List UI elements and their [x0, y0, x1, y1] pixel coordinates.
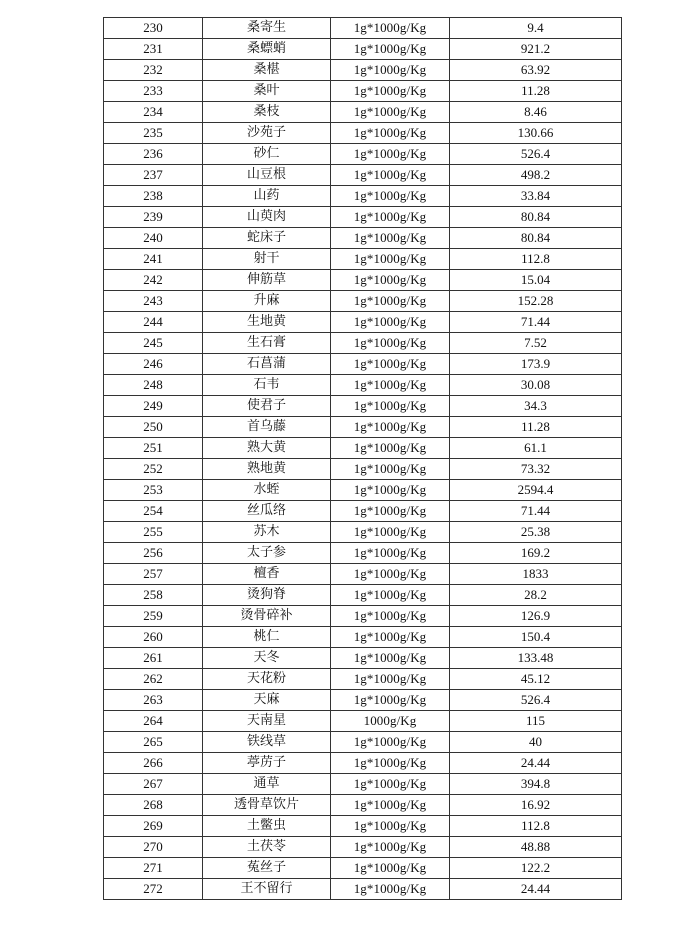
price-cell: 80.84 — [450, 207, 622, 228]
herb-name-cell: 葶苈子 — [203, 753, 331, 774]
row-number-cell: 270 — [104, 837, 203, 858]
price-cell: 45.12 — [450, 669, 622, 690]
herb-name-cell: 升麻 — [203, 291, 331, 312]
table-row — [104, 417, 622, 438]
herb-name-cell: 透骨草饮片 — [203, 795, 331, 816]
herb-name-cell: 烫骨碎补 — [203, 606, 331, 627]
row-number-cell: 240 — [104, 228, 203, 249]
row-number-cell: 242 — [104, 270, 203, 291]
spec-cell: 1g*1000g/Kg — [331, 228, 450, 249]
spec-cell: 1g*1000g/Kg — [331, 669, 450, 690]
herb-name-cell: 菟丝子 — [203, 858, 331, 879]
herb-name-cell: 首乌藤 — [203, 417, 331, 438]
spec-cell: 1g*1000g/Kg — [331, 102, 450, 123]
spec-cell: 1g*1000g/Kg — [331, 60, 450, 81]
spec-cell: 1g*1000g/Kg — [331, 81, 450, 102]
spec-cell: 1g*1000g/Kg — [331, 564, 450, 585]
table-row — [104, 480, 622, 501]
table-row — [104, 249, 622, 270]
price-cell: 11.28 — [450, 417, 622, 438]
row-number-cell: 246 — [104, 354, 203, 375]
herb-name-cell: 檀香 — [203, 564, 331, 585]
row-number-cell: 266 — [104, 753, 203, 774]
table-row — [104, 123, 622, 144]
row-number-cell: 237 — [104, 165, 203, 186]
spec-cell: 1g*1000g/Kg — [331, 690, 450, 711]
herb-name-cell: 石菖蒲 — [203, 354, 331, 375]
row-number-cell: 267 — [104, 774, 203, 795]
spec-cell: 1g*1000g/Kg — [331, 543, 450, 564]
table-row — [104, 270, 622, 291]
table-row — [104, 837, 622, 858]
spec-cell: 1g*1000g/Kg — [331, 417, 450, 438]
table-row — [104, 207, 622, 228]
row-number-cell: 230 — [104, 18, 203, 39]
spec-cell: 1000g/Kg — [331, 711, 450, 732]
price-cell: 8.46 — [450, 102, 622, 123]
herb-name-cell: 天花粉 — [203, 669, 331, 690]
row-number-cell: 264 — [104, 711, 203, 732]
spec-cell: 1g*1000g/Kg — [331, 837, 450, 858]
price-cell: 921.2 — [450, 39, 622, 60]
price-cell: 11.28 — [450, 81, 622, 102]
herb-name-cell: 山萸肉 — [203, 207, 331, 228]
price-cell: 112.8 — [450, 249, 622, 270]
price-cell: 25.38 — [450, 522, 622, 543]
spec-cell: 1g*1000g/Kg — [331, 39, 450, 60]
spec-cell: 1g*1000g/Kg — [331, 606, 450, 627]
table-row — [104, 711, 622, 732]
row-number-cell: 260 — [104, 627, 203, 648]
table-row — [104, 858, 622, 879]
table-row — [104, 312, 622, 333]
herb-name-cell: 山药 — [203, 186, 331, 207]
herb-name-cell: 水蛭 — [203, 480, 331, 501]
row-number-cell: 261 — [104, 648, 203, 669]
spec-cell: 1g*1000g/Kg — [331, 585, 450, 606]
spec-cell: 1g*1000g/Kg — [331, 396, 450, 417]
table-row — [104, 732, 622, 753]
row-number-cell: 255 — [104, 522, 203, 543]
spec-cell: 1g*1000g/Kg — [331, 438, 450, 459]
row-number-cell: 239 — [104, 207, 203, 228]
table-row — [104, 459, 622, 480]
row-number-cell: 268 — [104, 795, 203, 816]
herb-name-cell: 射干 — [203, 249, 331, 270]
table-row — [104, 648, 622, 669]
table-row — [104, 438, 622, 459]
spec-cell: 1g*1000g/Kg — [331, 207, 450, 228]
table-row — [104, 18, 622, 39]
row-number-cell: 232 — [104, 60, 203, 81]
table-row — [104, 354, 622, 375]
price-cell: 9.4 — [450, 18, 622, 39]
price-cell: 34.3 — [450, 396, 622, 417]
price-cell: 16.92 — [450, 795, 622, 816]
herb-name-cell: 太子参 — [203, 543, 331, 564]
row-number-cell: 244 — [104, 312, 203, 333]
table-row — [104, 585, 622, 606]
price-cell: 394.8 — [450, 774, 622, 795]
table-row — [104, 522, 622, 543]
spec-cell: 1g*1000g/Kg — [331, 459, 450, 480]
price-cell: 15.04 — [450, 270, 622, 291]
herb-name-cell: 山豆根 — [203, 165, 331, 186]
spec-cell: 1g*1000g/Kg — [331, 123, 450, 144]
price-cell: 498.2 — [450, 165, 622, 186]
spec-cell: 1g*1000g/Kg — [331, 375, 450, 396]
herb-name-cell: 天冬 — [203, 648, 331, 669]
spec-cell: 1g*1000g/Kg — [331, 312, 450, 333]
row-number-cell: 231 — [104, 39, 203, 60]
spec-cell: 1g*1000g/Kg — [331, 480, 450, 501]
price-cell: 30.08 — [450, 375, 622, 396]
row-number-cell: 263 — [104, 690, 203, 711]
spec-cell: 1g*1000g/Kg — [331, 333, 450, 354]
table-row — [104, 606, 622, 627]
herb-name-cell: 土茯苓 — [203, 837, 331, 858]
row-number-cell: 269 — [104, 816, 203, 837]
spec-cell: 1g*1000g/Kg — [331, 291, 450, 312]
spec-cell: 1g*1000g/Kg — [331, 165, 450, 186]
row-number-cell: 250 — [104, 417, 203, 438]
price-cell: 73.32 — [450, 459, 622, 480]
row-number-cell: 258 — [104, 585, 203, 606]
table-row — [104, 81, 622, 102]
table-row — [104, 39, 622, 60]
herb-name-cell: 王不留行 — [203, 879, 331, 900]
herb-name-cell: 蛇床子 — [203, 228, 331, 249]
table-row — [104, 795, 622, 816]
spec-cell: 1g*1000g/Kg — [331, 879, 450, 900]
herb-name-cell: 苏木 — [203, 522, 331, 543]
table-row — [104, 690, 622, 711]
price-cell: 126.9 — [450, 606, 622, 627]
row-number-cell: 248 — [104, 375, 203, 396]
herb-name-cell: 沙苑子 — [203, 123, 331, 144]
row-number-cell: 234 — [104, 102, 203, 123]
price-cell: 526.4 — [450, 144, 622, 165]
table-row — [104, 396, 622, 417]
table-row — [104, 60, 622, 81]
row-number-cell: 272 — [104, 879, 203, 900]
price-cell: 169.2 — [450, 543, 622, 564]
price-cell: 33.84 — [450, 186, 622, 207]
herb-name-cell: 熟地黄 — [203, 459, 331, 480]
herb-name-cell: 铁线草 — [203, 732, 331, 753]
spec-cell: 1g*1000g/Kg — [331, 186, 450, 207]
herb-name-cell: 土鳖虫 — [203, 816, 331, 837]
price-cell: 24.44 — [450, 879, 622, 900]
table-row — [104, 501, 622, 522]
price-cell: 133.48 — [450, 648, 622, 669]
spec-cell: 1g*1000g/Kg — [331, 732, 450, 753]
row-number-cell: 256 — [104, 543, 203, 564]
table-row — [104, 669, 622, 690]
spec-cell: 1g*1000g/Kg — [331, 354, 450, 375]
spec-cell: 1g*1000g/Kg — [331, 522, 450, 543]
table-row — [104, 102, 622, 123]
price-cell: 150.4 — [450, 627, 622, 648]
price-cell: 526.4 — [450, 690, 622, 711]
row-number-cell: 252 — [104, 459, 203, 480]
price-cell: 71.44 — [450, 501, 622, 522]
spec-cell: 1g*1000g/Kg — [331, 627, 450, 648]
table-row — [104, 165, 622, 186]
herb-name-cell: 桑寄生 — [203, 18, 331, 39]
herb-name-cell: 生地黄 — [203, 312, 331, 333]
table-row — [104, 627, 622, 648]
price-cell: 1833 — [450, 564, 622, 585]
herb-name-cell: 通草 — [203, 774, 331, 795]
spec-cell: 1g*1000g/Kg — [331, 18, 450, 39]
price-cell: 40 — [450, 732, 622, 753]
herb-name-cell: 丝瓜络 — [203, 501, 331, 522]
price-cell: 28.2 — [450, 585, 622, 606]
price-cell: 112.8 — [450, 816, 622, 837]
row-number-cell: 265 — [104, 732, 203, 753]
row-number-cell: 245 — [104, 333, 203, 354]
price-cell: 173.9 — [450, 354, 622, 375]
price-cell: 61.1 — [450, 438, 622, 459]
price-cell: 71.44 — [450, 312, 622, 333]
table-row — [104, 291, 622, 312]
table-row — [104, 816, 622, 837]
table-row — [104, 753, 622, 774]
table-row — [104, 375, 622, 396]
row-number-cell: 254 — [104, 501, 203, 522]
row-number-cell: 233 — [104, 81, 203, 102]
row-number-cell: 259 — [104, 606, 203, 627]
table-row — [104, 228, 622, 249]
price-cell: 122.2 — [450, 858, 622, 879]
herb-name-cell: 天南星 — [203, 711, 331, 732]
row-number-cell: 238 — [104, 186, 203, 207]
table-row — [104, 564, 622, 585]
herb-name-cell: 天麻 — [203, 690, 331, 711]
table-row — [104, 333, 622, 354]
price-cell: 63.92 — [450, 60, 622, 81]
price-cell: 80.84 — [450, 228, 622, 249]
table-row — [104, 144, 622, 165]
row-number-cell: 236 — [104, 144, 203, 165]
spec-cell: 1g*1000g/Kg — [331, 816, 450, 837]
table-row — [104, 186, 622, 207]
herb-name-cell: 桑椹 — [203, 60, 331, 81]
price-cell: 24.44 — [450, 753, 622, 774]
row-number-cell: 243 — [104, 291, 203, 312]
table-row — [104, 774, 622, 795]
spec-cell: 1g*1000g/Kg — [331, 144, 450, 165]
herb-name-cell: 使君子 — [203, 396, 331, 417]
herb-name-cell: 生石膏 — [203, 333, 331, 354]
herb-name-cell: 石韦 — [203, 375, 331, 396]
table-row — [104, 879, 622, 900]
row-number-cell: 257 — [104, 564, 203, 585]
spec-cell: 1g*1000g/Kg — [331, 795, 450, 816]
price-cell: 115 — [450, 711, 622, 732]
herb-name-cell: 桑螵蛸 — [203, 39, 331, 60]
price-cell: 48.88 — [450, 837, 622, 858]
herb-name-cell: 桑叶 — [203, 81, 331, 102]
spec-cell: 1g*1000g/Kg — [331, 249, 450, 270]
herb-name-cell: 熟大黄 — [203, 438, 331, 459]
spec-cell: 1g*1000g/Kg — [331, 648, 450, 669]
row-number-cell: 251 — [104, 438, 203, 459]
herb-name-cell: 桑枝 — [203, 102, 331, 123]
spec-cell: 1g*1000g/Kg — [331, 270, 450, 291]
row-number-cell: 241 — [104, 249, 203, 270]
herb-name-cell: 砂仁 — [203, 144, 331, 165]
spec-cell: 1g*1000g/Kg — [331, 858, 450, 879]
herb-name-cell: 伸筋草 — [203, 270, 331, 291]
spec-cell: 1g*1000g/Kg — [331, 501, 450, 522]
row-number-cell: 271 — [104, 858, 203, 879]
row-number-cell: 262 — [104, 669, 203, 690]
table-body — [104, 18, 622, 900]
row-number-cell: 253 — [104, 480, 203, 501]
spec-cell: 1g*1000g/Kg — [331, 753, 450, 774]
row-number-cell: 249 — [104, 396, 203, 417]
spec-cell: 1g*1000g/Kg — [331, 774, 450, 795]
price-cell: 152.28 — [450, 291, 622, 312]
row-number-cell: 235 — [104, 123, 203, 144]
herb-name-cell: 桃仁 — [203, 627, 331, 648]
herb-name-cell: 烫狗脊 — [203, 585, 331, 606]
price-cell: 130.66 — [450, 123, 622, 144]
price-cell: 7.52 — [450, 333, 622, 354]
herb-price-table — [103, 17, 622, 900]
price-cell: 2594.4 — [450, 480, 622, 501]
table-row — [104, 543, 622, 564]
